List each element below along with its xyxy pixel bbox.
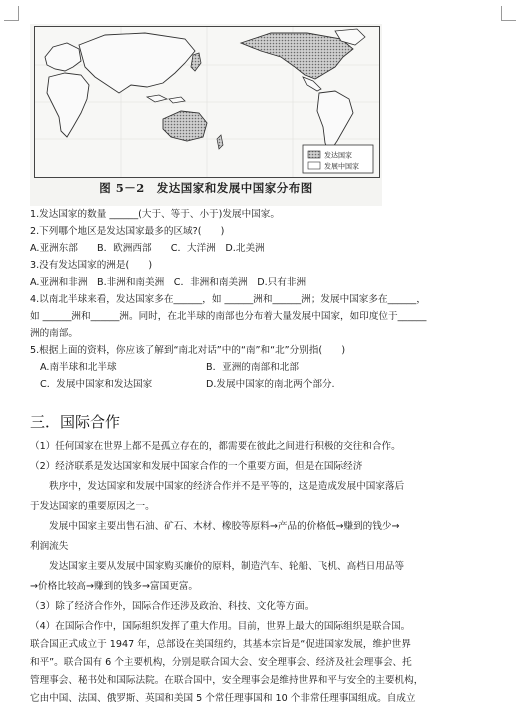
africa-shape	[47, 73, 89, 137]
north-america-shape	[241, 33, 353, 79]
map-legend	[303, 145, 373, 173]
question-2-options: A.亚洲东部 B．欧洲西部 C．大洋洲 D.北美洲	[30, 243, 265, 254]
paragraph-line: 管理事会、秘书处和国际法院。在联合国中，安全理事会是维持世界和平与安全的主要机构，	[30, 675, 424, 686]
world-map-figure	[30, 24, 382, 206]
paragraph-line: （2）经济联系是发达国家和发展中国家合作的一个重要方面，但是在国际经济	[30, 461, 363, 472]
question-3: 3.没有发达国家的洲是( )	[30, 260, 153, 271]
figure-caption: 图 5－2 发达国家和发展中国家分布图	[99, 181, 313, 195]
paragraph-line: 发达国家主要从发展中国家购买廉价的原料，制造汽车、轮船、飞机、高档日用品等	[30, 561, 405, 572]
paragraph-line: 和平”。联合国有 6 个主要机构，分别是联合国大会、安全理事会、经济及社会理事会、托	[30, 657, 412, 668]
australia-shape	[163, 111, 207, 141]
question-5-option-d: D.发展中国家的南北两个部分.	[206, 379, 335, 390]
asia-shape	[79, 33, 195, 93]
legend-label-developing: 发展中国家	[324, 162, 359, 171]
section-heading: 三．国际合作	[30, 413, 121, 431]
south-america-shape	[317, 91, 353, 153]
paragraph-line: 于发达国家的重要原因之一。	[30, 501, 155, 512]
paragraph-line: （1）任何国家在世界上都不是孤立存在的，都需要在彼此之间进行积极的交往和合作。	[30, 441, 401, 452]
europe-shape	[45, 43, 81, 71]
paragraph-line: 秩序中，发达国家和发展中国家的经济合作并不是平等的，这是造成发展中国家落后	[30, 481, 405, 492]
japan-shape	[191, 53, 201, 71]
paragraph-line: 联合国正式成立于 1947 年，总部设在美国纽约，其基本宗旨是“促进国家发展，维护世界	[30, 639, 411, 650]
central-america-shape	[303, 77, 321, 91]
question-5-option-a: A.南半球和北半球	[40, 362, 117, 373]
question-1: 1.发达国家的数量 ______(大于、等于、小于)发展中国家。	[30, 209, 280, 220]
paragraph-line: →价格比较高→赚到的钱多→富国更富。	[30, 581, 199, 592]
paragraph-line: （3）除了经济合作外，国际合作还涉及政治、科技、文化等方面。	[30, 601, 315, 612]
question-2: 2.下列哪个地区是发达国家最多的区域?( )	[30, 226, 225, 237]
legend-swatch-developed	[308, 151, 320, 158]
paragraph-line: 它由中国、法国、俄罗斯、英国和美国 5 个常任理事国和 10 个非常任理事国组成。自成立	[30, 693, 416, 704]
new-zealand-shape	[217, 135, 223, 149]
question-4-line-1: 4.以南北半球来看，发达国家多在______，如 ______洲和______洲；发展中国家多在______，	[30, 294, 426, 305]
question-5-option-b: B．亚洲的南部和北部	[206, 362, 299, 373]
paragraph-line: 发展中国家主要出售石油、矿石、木材、橡胶等原料→产品的价格低→赚到的钱少→	[30, 521, 400, 532]
page-corner-mark-left	[4, 6, 19, 21]
legend-label-developed: 发达国家	[324, 151, 352, 160]
question-3-options: A.亚洲和非洲 B.非洲和南美洲 C．非洲和南美洲 D.只有非洲	[30, 277, 307, 288]
question-5: 5.根据上面的资料，你应该了解到“南北对话”中的“南”和“北”分别指( )	[30, 345, 346, 356]
question-4-line-3: 洲的南部。	[30, 328, 78, 339]
question-5-option-c: C．发展中国家和发达国家	[40, 379, 153, 390]
world-map	[34, 26, 380, 178]
question-4-line-2: 如 ______洲和______洲。同时，在北半球的南部也分布着大量发展中国家，如印度位于______	[30, 311, 427, 322]
paragraph-line: （4）在国际合作中，国际组织发挥了重大作用。目前，世界上最大的国际组织是联合国。	[30, 621, 411, 632]
page-corner-mark-right	[501, 6, 516, 21]
paragraph-line: 利润流失	[30, 541, 69, 552]
world-map-drawing	[35, 27, 379, 177]
legend-swatch-developing	[308, 162, 320, 169]
